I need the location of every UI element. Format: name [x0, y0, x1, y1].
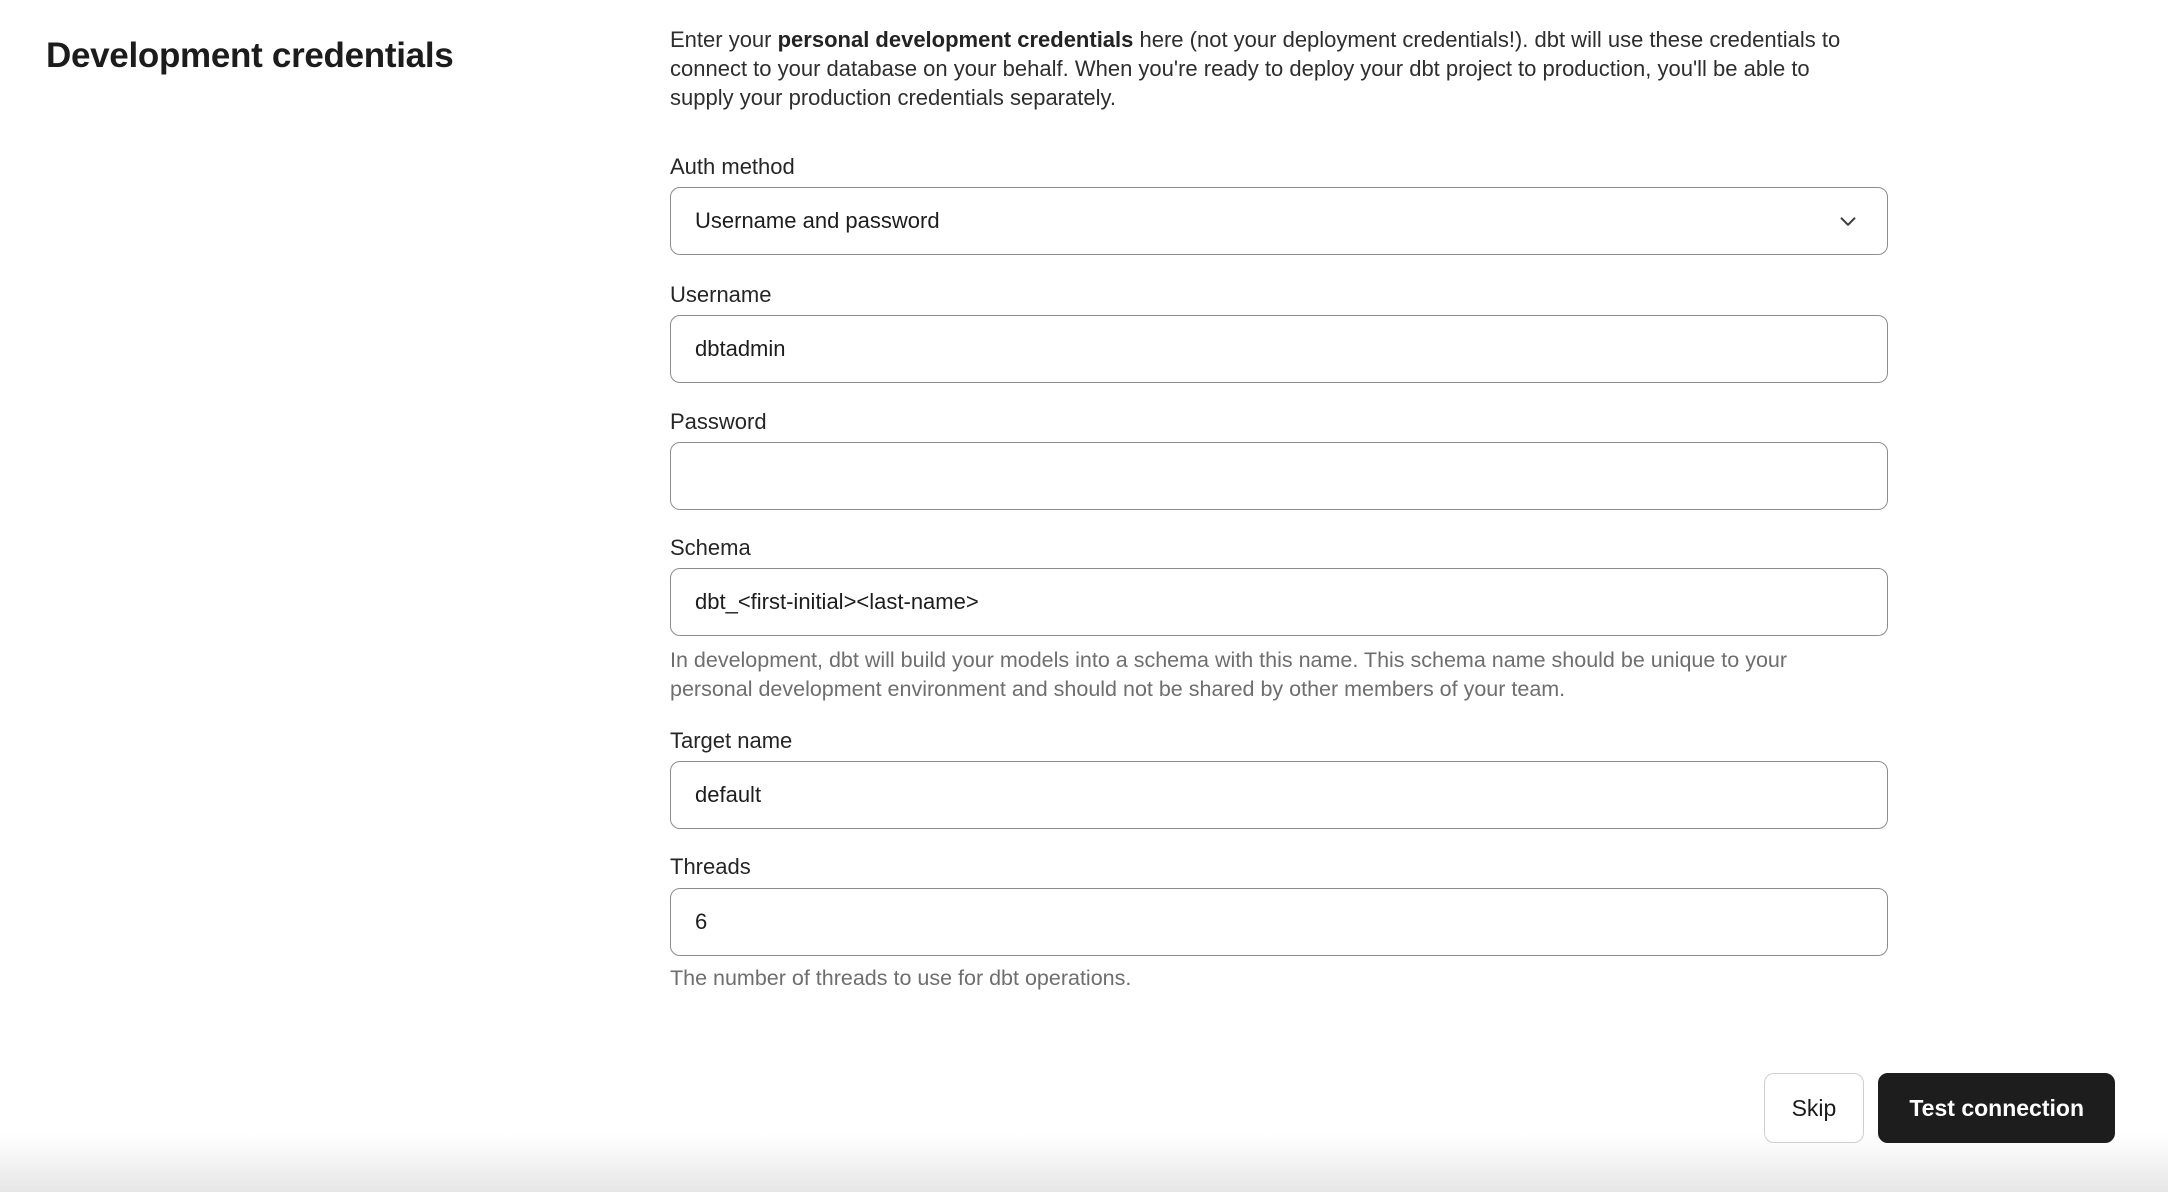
chevron-down-icon [1835, 208, 1861, 234]
skip-button[interactable]: Skip [1764, 1073, 1865, 1143]
schema-help-text: In development, dbt will build your models into a schema with this name. This schema name should be unique to your personal development environment and should not be shared by other members of your team. [670, 648, 1788, 701]
intro-bold: personal development credentials [777, 27, 1134, 52]
auth-method-select[interactable] [670, 187, 1888, 255]
username-input[interactable] [670, 315, 1888, 383]
intro-prefix: Enter your [670, 27, 778, 52]
schema-input[interactable] [670, 568, 1888, 636]
schema-label: Schema [670, 535, 751, 560]
auth-method-label: Auth method [670, 154, 795, 179]
footer-actions [1764, 1073, 2115, 1143]
intro-text [670, 25, 1842, 112]
intro-suffix: here (not your deployment credentials!). dbt will use these credentials to connect to your database on your behalf. When you're ready to deploy your dbt project to production, you'll be able to supply your production credentials separately. [670, 27, 1841, 110]
threads-help-text: The number of threads to use for dbt operations. [670, 966, 1132, 990]
password-label: Password [670, 409, 767, 434]
threads-input[interactable] [670, 888, 1888, 956]
page-title: Development credentials [46, 36, 454, 75]
target-name-label: Target name [670, 728, 793, 753]
credentials-form [670, 0, 1888, 1100]
threads-label: Threads [670, 854, 751, 879]
auth-method-selected-value: Username and password [695, 208, 940, 233]
test-connection-button[interactable]: Test connection [1878, 1073, 2115, 1143]
username-label: Username [670, 282, 772, 307]
password-input[interactable] [670, 442, 1888, 510]
target-name-input[interactable] [670, 761, 1888, 829]
